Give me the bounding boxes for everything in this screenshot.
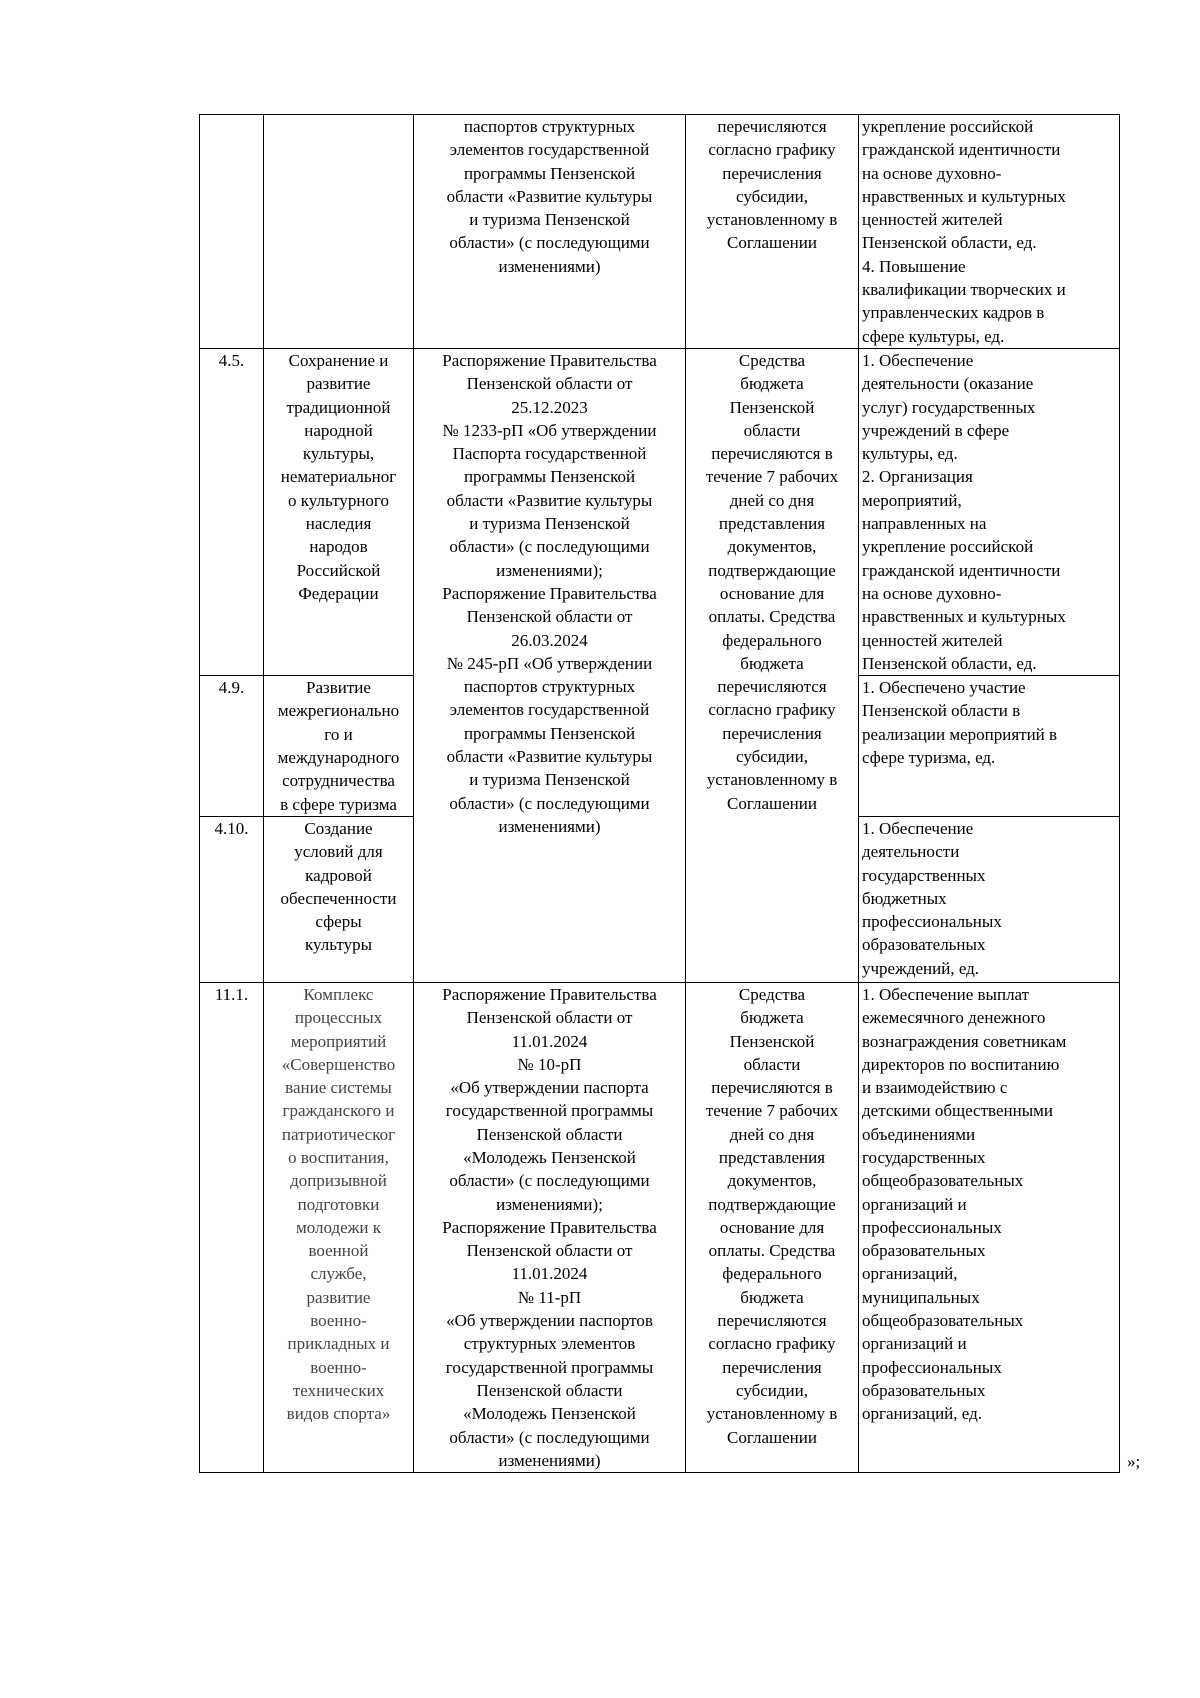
row-number: 4.5.	[200, 348, 264, 675]
payment-terms: перечисляются согласно графику перечисления субсидии, установленному в Соглашении	[686, 115, 859, 349]
closing-quote-mark: »;	[1127, 1452, 1141, 1471]
table-row	[200, 982, 1120, 1472]
measure-name: Создание условий для кадровой обеспеченности сферы культуры	[264, 816, 414, 982]
result-indicators: 1. Обеспечено участие Пензенской области в реализации мероприятий в сфере туризма, ед.	[859, 676, 1120, 817]
result-indicators: укрепление российской гражданской идентичности на основе духовно- нравственных и культурных ценностей жителей Пензенской области, ед. 4. Повышение квалификации творческих и управленческих кадров в сфере культуры, ед.	[859, 115, 1120, 349]
row-number	[200, 115, 264, 349]
measure-name	[264, 115, 414, 349]
table-row	[200, 348, 1120, 675]
measure-name: Сохранение и развитие традиционной народной культуры, нематериальног о культурного наследия народов Российской Федерации	[264, 348, 414, 675]
row-number: 11.1.	[200, 982, 264, 1472]
legal-basis: паспортов структурных элементов государственной программы Пензенской области «Развитие культуры и туризма Пензенской области» (с последующими изменениями)	[414, 115, 686, 349]
row-number: 4.9.	[200, 676, 264, 817]
result-indicators: 1. Обеспечение выплат ежемесячного денежного вознаграждения советникам директоров по воспитанию и взаимодействию с детскими общественными объединениями государственных общеобразовательных организаций и профессиональных образовательных организаций, муниципальных общеобразовательных организаций и профессиональных образовательных организаций, ед.	[859, 982, 1120, 1472]
row-number: 4.10.	[200, 816, 264, 982]
payment-terms: Средства бюджета Пензенской области перечисляются в течение 7 рабочих дней со дня представления документов, подтверждающие основание для оплаты. Средства федерального бюджета перечисляются согласно графику перечисления субсидии, установленному в Соглашении	[686, 982, 859, 1472]
result-indicators: 1. Обеспечение деятельности государственных бюджетных профессиональных образовательных учреждений, ед.	[859, 816, 1120, 982]
table-row	[200, 115, 1120, 349]
measure-name: Развитие межрегионально го и международного сотрудничества в сфере туризма	[264, 676, 414, 817]
legal-basis: Распоряжение Правительства Пензенской области от 11.01.2024 № 10-рП «Об утверждении паспорта государственной программы Пензенской области «Молодежь Пензенской области» (с последующими изменениями); Распоряжение Правительства Пензенской области от 11.01.2024 № 11-рП «Об утверждении паспортов структурных элементов государственной программы Пензенской области «Молодежь Пензенской области» (с последующими изменениями)	[414, 982, 686, 1472]
measures-table	[199, 114, 1120, 1473]
payment-terms: Средства бюджета Пензенской области перечисляются в течение 7 рабочих дней со дня представления документов, подтверждающие основание для оплаты. Средства федерального бюджета перечисляются согласно графику перечисления субсидии, установленному в Соглашении	[686, 348, 859, 982]
legal-basis: Распоряжение Правительства Пензенской области от 25.12.2023 № 1233-рП «Об утверждении Паспорта государственной программы Пензенской области «Развитие культуры и туризма Пензенской области» (с последующими изменениями); Распоряжение Правительства Пензенской области от 26.03.2024 № 245-рП «Об утверждении паспортов структурных элементов государственной программы Пензенской области «Развитие культуры и туризма Пензенской области» (с последующими изменениями)	[414, 348, 686, 982]
result-indicators: 1. Обеспечение деятельности (оказание услуг) государственных учреждений в сфере культуры, ед. 2. Организация мероприятий, направленных на укрепление российской гражданской идентичности на основе духовно- нравственных и культурных ценностей жителей Пензенской области, ед.	[859, 348, 1120, 675]
measure-name: Комплекс процессных мероприятий «Совершенство вание системы гражданского и патриотическог о воспитания, допризывной подготовки молодежи к военной службе, развитие военно- прикладных и военно- технических видов спорта»	[264, 982, 414, 1472]
